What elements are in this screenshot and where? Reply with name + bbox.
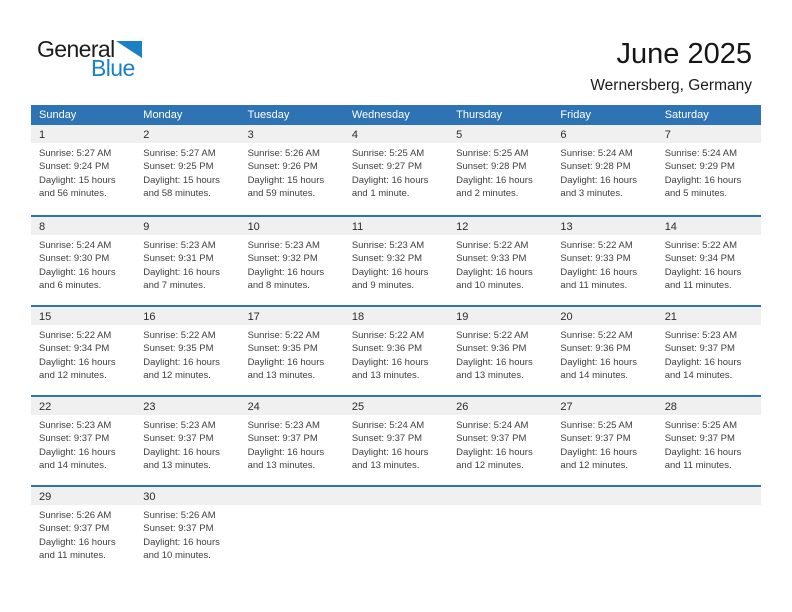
- day-cell: [240, 307, 344, 395]
- daylight-line1-label: Daylight: 16 hours: [560, 174, 637, 186]
- weekday-header-friday: Friday: [560, 109, 591, 121]
- daylight-line2-label: and 11 minutes.: [664, 459, 732, 471]
- sunset-label: Sunset: 9:26 PM: [247, 161, 318, 173]
- day-number: 21: [657, 307, 761, 325]
- daylight-line1-label: Daylight: 16 hours: [560, 446, 637, 458]
- sunrise-label: Sunrise: 5:23 AM: [39, 420, 112, 431]
- daylight-line2-label: and 13 minutes.: [351, 459, 420, 471]
- day-details: [240, 235, 344, 292]
- sunrise-label: Sunrise: 5:24 AM: [664, 148, 738, 159]
- day-cell: [344, 307, 448, 395]
- day-details: [657, 143, 761, 200]
- day-number: 24: [240, 397, 344, 415]
- daylight-line2-label: and 12 minutes.: [560, 459, 629, 471]
- day-number: 30: [135, 487, 239, 505]
- day-number: 29: [31, 487, 135, 505]
- sunset-label: Sunset: 9:25 PM: [143, 161, 214, 173]
- sunset-label: Sunset: 9:34 PM: [664, 253, 735, 265]
- daylight-line1-label: Daylight: 16 hours: [247, 266, 325, 278]
- daylight-line2-label: and 10 minutes.: [143, 549, 211, 561]
- calendar-table: [31, 105, 761, 575]
- day-cell: [657, 307, 761, 395]
- sunrise-label: Sunrise: 5:23 AM: [143, 420, 216, 431]
- daylight-line1-label: Daylight: 16 hours: [39, 536, 116, 548]
- day-cell: [31, 125, 135, 215]
- day-cell: [240, 397, 344, 485]
- daylight-line1-label: Daylight: 16 hours: [456, 266, 533, 278]
- sunrise-label: Sunrise: 5:22 AM: [39, 330, 112, 341]
- day-cell: [344, 397, 448, 485]
- daylight-line1-label: Daylight: 16 hours: [560, 266, 637, 278]
- daylight-line2-label: and 13 minutes.: [247, 369, 316, 381]
- sunrise-label: Sunrise: 5:24 AM: [39, 240, 112, 251]
- daylight-line2-label: and 12 minutes.: [143, 369, 211, 381]
- day-cell: [657, 397, 761, 485]
- daylight-line2-label: and 11 minutes.: [39, 549, 106, 561]
- daylight-line1-label: Daylight: 16 hours: [143, 356, 220, 368]
- day-cell: [448, 397, 552, 485]
- daylight-line2-label: and 1 minute.: [351, 187, 410, 199]
- day-cell: [448, 307, 552, 395]
- daylight-line2-label: and 9 minutes.: [351, 279, 415, 291]
- daylight-line2-label: and 3 minutes.: [560, 187, 623, 199]
- daylight-line2-label: and 13 minutes.: [247, 459, 316, 471]
- sunset-label: Sunset: 9:32 PM: [351, 253, 423, 265]
- day-number: 25: [344, 397, 448, 415]
- day-number: 17: [240, 307, 344, 325]
- daylight-line1-label: Daylight: 16 hours: [560, 356, 637, 368]
- daylight-line1-label: Daylight: 15 hours: [143, 174, 220, 186]
- sunrise-label: Sunrise: 5:23 AM: [351, 240, 425, 251]
- day-cell-empty: [657, 487, 761, 575]
- sunset-label: Sunset: 9:32 PM: [247, 253, 318, 265]
- sunset-label: Sunset: 9:37 PM: [143, 523, 214, 535]
- sunset-label: Sunset: 9:35 PM: [143, 343, 214, 355]
- week-row: [31, 125, 761, 215]
- daylight-line2-label: and 7 minutes.: [143, 279, 206, 291]
- day-number: 22: [31, 397, 135, 415]
- day-number: [344, 487, 448, 505]
- daylight-line2-label: and 12 minutes.: [456, 459, 524, 471]
- sunset-label: Sunset: 9:29 PM: [664, 161, 735, 173]
- sunset-label: Sunset: 9:36 PM: [560, 343, 631, 355]
- day-details: [448, 143, 552, 200]
- day-cell: [552, 125, 656, 215]
- day-number: 4: [344, 125, 448, 143]
- day-number: 27: [552, 397, 656, 415]
- day-cell: [31, 307, 135, 395]
- sunset-label: Sunset: 9:37 PM: [664, 343, 735, 355]
- weekday-header-wednesday: Wednesday: [351, 109, 410, 121]
- day-details: [657, 415, 761, 472]
- daylight-line1-label: Daylight: 16 hours: [456, 356, 533, 368]
- day-details: [240, 415, 344, 472]
- day-cell: [135, 487, 239, 575]
- day-number: 16: [135, 307, 239, 325]
- sunrise-label: Sunrise: 5:23 AM: [247, 420, 320, 431]
- day-cell: [31, 217, 135, 305]
- sunset-label: Sunset: 9:31 PM: [143, 253, 214, 265]
- day-number: 1: [31, 125, 135, 143]
- daylight-line2-label: and 59 minutes.: [247, 187, 316, 199]
- daylight-line2-label: and 56 minutes.: [39, 187, 107, 199]
- week-row: [31, 395, 761, 485]
- day-number: 23: [135, 397, 239, 415]
- day-details: [552, 325, 656, 382]
- day-number: [657, 487, 761, 505]
- daylight-line2-label: and 13 minutes.: [351, 369, 420, 381]
- day-number: 7: [657, 125, 761, 143]
- header-titles: [590, 38, 752, 95]
- sunset-label: Sunset: 9:35 PM: [247, 343, 318, 355]
- sunset-label: Sunset: 9:37 PM: [39, 523, 110, 535]
- day-number: 15: [31, 307, 135, 325]
- day-cell: [31, 397, 135, 485]
- day-number: [552, 487, 656, 505]
- sunrise-label: Sunrise: 5:25 AM: [560, 420, 633, 431]
- sunrise-label: Sunrise: 5:22 AM: [456, 240, 529, 251]
- sunset-label: Sunset: 9:33 PM: [560, 253, 631, 265]
- sunset-label: Sunset: 9:30 PM: [39, 253, 110, 265]
- daylight-line2-label: and 58 minutes.: [143, 187, 211, 199]
- day-details: [135, 235, 239, 292]
- day-cell: [657, 217, 761, 305]
- daylight-line1-label: Daylight: 15 hours: [247, 174, 325, 186]
- day-number: 26: [448, 397, 552, 415]
- daylight-line2-label: and 14 minutes.: [664, 369, 733, 381]
- daylight-line1-label: Daylight: 16 hours: [247, 446, 325, 458]
- day-details: [344, 325, 448, 382]
- sunrise-label: Sunrise: 5:24 AM: [456, 420, 529, 431]
- day-cell: [135, 125, 239, 215]
- day-details: [448, 415, 552, 472]
- day-number: 5: [448, 125, 552, 143]
- daylight-line2-label: and 13 minutes.: [456, 369, 524, 381]
- logo-text-general: General: [37, 36, 115, 62]
- day-details: [135, 505, 239, 562]
- week-row: [31, 485, 761, 575]
- day-number: 19: [448, 307, 552, 325]
- weekday-header-row: [31, 105, 761, 125]
- sunrise-label: Sunrise: 5:24 AM: [560, 148, 633, 159]
- logo-text-blue: Blue: [91, 55, 135, 81]
- daylight-line1-label: Daylight: 16 hours: [39, 446, 116, 458]
- sunrise-label: Sunrise: 5:25 AM: [351, 148, 425, 159]
- sunset-label: Sunset: 9:36 PM: [351, 343, 423, 355]
- day-details: [552, 143, 656, 200]
- sunrise-label: Sunrise: 5:25 AM: [664, 420, 738, 431]
- day-details: [31, 235, 135, 292]
- day-details: [240, 325, 344, 382]
- daylight-line1-label: Daylight: 16 hours: [39, 266, 116, 278]
- sunset-label: Sunset: 9:33 PM: [456, 253, 527, 265]
- day-number: [448, 487, 552, 505]
- daylight-line2-label: and 12 minutes.: [39, 369, 107, 381]
- day-number: 8: [31, 217, 135, 235]
- day-cell: [135, 307, 239, 395]
- day-number: 28: [657, 397, 761, 415]
- daylight-line1-label: Daylight: 16 hours: [664, 356, 742, 368]
- weekday-header-saturday: Saturday: [664, 109, 709, 121]
- sunrise-label: Sunrise: 5:22 AM: [456, 330, 529, 341]
- sunrise-label: Sunrise: 5:23 AM: [143, 240, 216, 251]
- day-cell: [657, 125, 761, 215]
- day-details: [240, 143, 344, 200]
- sunset-label: Sunset: 9:37 PM: [39, 433, 110, 445]
- day-number: 9: [135, 217, 239, 235]
- day-number: 12: [448, 217, 552, 235]
- sunset-label: Sunset: 9:37 PM: [247, 433, 318, 445]
- daylight-line2-label: and 8 minutes.: [247, 279, 310, 291]
- daylight-line1-label: Daylight: 16 hours: [143, 266, 220, 278]
- daylight-line2-label: and 2 minutes.: [456, 187, 519, 199]
- day-cell: [240, 125, 344, 215]
- day-number: 3: [240, 125, 344, 143]
- sunset-label: Sunset: 9:28 PM: [456, 161, 527, 173]
- daylight-line1-label: Daylight: 16 hours: [39, 356, 116, 368]
- day-cell: [552, 397, 656, 485]
- daylight-line2-label: and 11 minutes.: [560, 279, 628, 291]
- daylight-line1-label: Daylight: 16 hours: [247, 356, 325, 368]
- daylight-line2-label: and 14 minutes.: [39, 459, 107, 471]
- daylight-line1-label: Daylight: 16 hours: [351, 446, 429, 458]
- sunrise-label: Sunrise: 5:24 AM: [351, 420, 425, 431]
- sunrise-label: Sunrise: 5:26 AM: [39, 510, 112, 521]
- daylight-line2-label: and 13 minutes.: [143, 459, 211, 471]
- day-details: [448, 325, 552, 382]
- daylight-line2-label: and 5 minutes.: [664, 187, 728, 199]
- day-details: [31, 143, 135, 200]
- sunset-label: Sunset: 9:24 PM: [39, 161, 110, 173]
- day-number: 20: [552, 307, 656, 325]
- daylight-line1-label: Daylight: 16 hours: [351, 266, 429, 278]
- day-number: 2: [135, 125, 239, 143]
- sunrise-label: Sunrise: 5:27 AM: [143, 148, 216, 159]
- day-number: 14: [657, 217, 761, 235]
- day-number: 18: [344, 307, 448, 325]
- weekday-header-thursday: Thursday: [456, 109, 502, 121]
- day-cell: [344, 125, 448, 215]
- daylight-line1-label: Daylight: 16 hours: [664, 174, 742, 186]
- daylight-line1-label: Daylight: 16 hours: [351, 356, 429, 368]
- sunset-label: Sunset: 9:36 PM: [456, 343, 527, 355]
- sunrise-label: Sunrise: 5:22 AM: [143, 330, 216, 341]
- day-cell: [135, 217, 239, 305]
- day-cell: [240, 217, 344, 305]
- day-cell-empty: [240, 487, 344, 575]
- day-cell: [552, 217, 656, 305]
- sunrise-label: Sunrise: 5:22 AM: [664, 240, 738, 251]
- day-number: 13: [552, 217, 656, 235]
- sunrise-label: Sunrise: 5:22 AM: [560, 240, 633, 251]
- sunrise-label: Sunrise: 5:27 AM: [39, 148, 112, 159]
- week-row: [31, 305, 761, 395]
- weekday-header-tuesday: Tuesday: [247, 109, 290, 121]
- daylight-line1-label: Daylight: 16 hours: [664, 446, 742, 458]
- sunset-label: Sunset: 9:37 PM: [456, 433, 527, 445]
- daylight-line2-label: and 6 minutes.: [39, 279, 102, 291]
- day-number: 11: [344, 217, 448, 235]
- weekday-header-sunday: Sunday: [39, 109, 77, 121]
- day-details: [135, 325, 239, 382]
- sunset-label: Sunset: 9:34 PM: [39, 343, 110, 355]
- day-cell-empty: [448, 487, 552, 575]
- day-number: [240, 487, 344, 505]
- day-number: 6: [552, 125, 656, 143]
- daylight-line2-label: and 10 minutes.: [456, 279, 524, 291]
- sunrise-label: Sunrise: 5:26 AM: [143, 510, 216, 521]
- day-details: [344, 415, 448, 472]
- day-details: [657, 235, 761, 292]
- weekday-header-monday: Monday: [143, 109, 183, 121]
- day-details: [31, 415, 135, 472]
- day-details: [344, 143, 448, 200]
- day-cell: [135, 397, 239, 485]
- sunset-label: Sunset: 9:37 PM: [143, 433, 214, 445]
- day-details: [135, 415, 239, 472]
- daylight-line1-label: Daylight: 16 hours: [456, 174, 533, 186]
- calendar-body: [31, 125, 761, 575]
- day-details: [657, 325, 761, 382]
- sunrise-label: Sunrise: 5:25 AM: [456, 148, 529, 159]
- location-subtitle: Wernersberg, Germany: [590, 77, 752, 94]
- day-details: [31, 325, 135, 382]
- day-cell: [448, 125, 552, 215]
- day-details: [448, 235, 552, 292]
- daylight-line1-label: Daylight: 16 hours: [456, 446, 533, 458]
- day-cell: [31, 487, 135, 575]
- day-cell-empty: [552, 487, 656, 575]
- day-cell: [552, 307, 656, 395]
- daylight-line2-label: and 14 minutes.: [560, 369, 629, 381]
- sunset-label: Sunset: 9:27 PM: [351, 161, 423, 173]
- week-row: [31, 215, 761, 305]
- day-cell: [448, 217, 552, 305]
- daylight-line1-label: Daylight: 15 hours: [39, 174, 116, 186]
- day-details: [31, 505, 135, 562]
- day-details: [552, 235, 656, 292]
- daylight-line1-label: Daylight: 16 hours: [143, 536, 220, 548]
- daylight-line1-label: Daylight: 16 hours: [664, 266, 742, 278]
- general-blue-logo: [37, 38, 143, 80]
- sunset-label: Sunset: 9:28 PM: [560, 161, 631, 173]
- sunrise-label: Sunrise: 5:22 AM: [247, 330, 320, 341]
- daylight-line1-label: Daylight: 16 hours: [351, 174, 429, 186]
- month-title: June 2025: [616, 38, 752, 70]
- sunrise-label: Sunrise: 5:22 AM: [560, 330, 633, 341]
- sunset-label: Sunset: 9:37 PM: [664, 433, 735, 445]
- sunset-label: Sunset: 9:37 PM: [351, 433, 423, 445]
- day-details: [135, 143, 239, 200]
- day-cell: [344, 217, 448, 305]
- sunrise-label: Sunrise: 5:23 AM: [247, 240, 320, 251]
- daylight-line1-label: Daylight: 16 hours: [143, 446, 220, 458]
- sunrise-label: Sunrise: 5:22 AM: [351, 330, 425, 341]
- day-number: 10: [240, 217, 344, 235]
- day-cell-empty: [344, 487, 448, 575]
- day-details: [552, 415, 656, 472]
- day-details: [344, 235, 448, 292]
- sunrise-label: Sunrise: 5:23 AM: [664, 330, 738, 341]
- sunset-label: Sunset: 9:37 PM: [560, 433, 631, 445]
- daylight-line2-label: and 11 minutes.: [664, 279, 732, 291]
- sunrise-label: Sunrise: 5:26 AM: [247, 148, 320, 159]
